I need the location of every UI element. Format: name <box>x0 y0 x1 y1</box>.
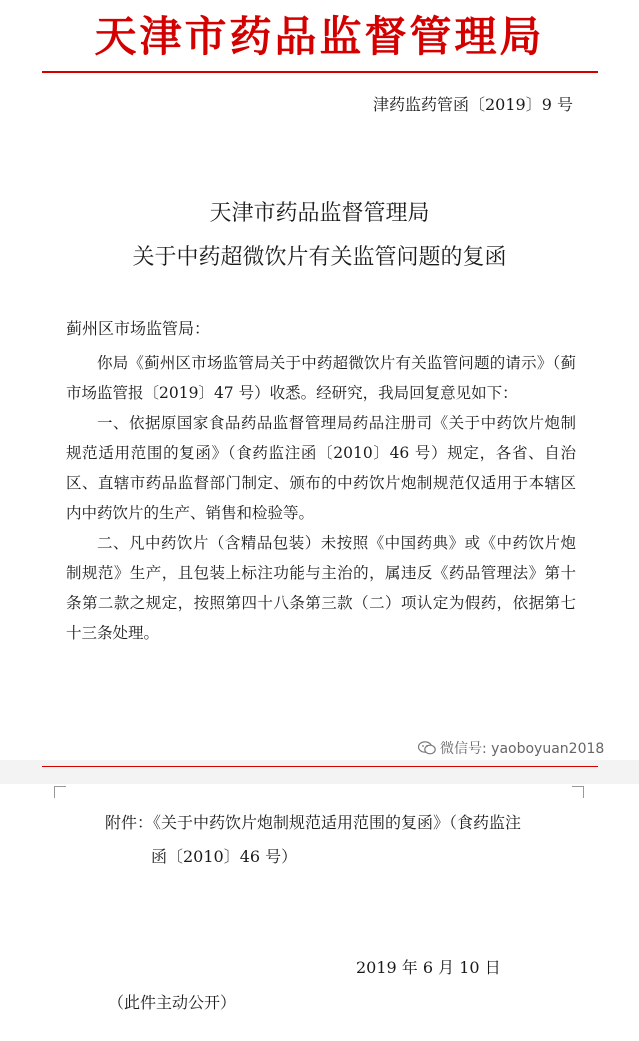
paragraph-intro: 你局《蓟州区市场监管局关于中药超微饮片有关监管问题的请示》（蓟市场监管报〔2019〕47 号）收悉。经研究，我局回复意见如下： <box>66 354 576 402</box>
crop-mark-right <box>572 786 584 798</box>
watermark-text: 微信号: yaoboyuan2018 <box>440 741 605 757</box>
header-red-rule <box>42 71 598 73</box>
paragraph-two: 二、凡中药饮片（含精品包装）未按照《中国药典》或《中药饮片炮制规范》生产，且包装上标注功能与主治的，属违反《药品管理法》第十条第二款之规定，按照第四十八条第三款（二）项认定为假药，依据第七十三条处理。 <box>66 534 576 642</box>
paragraph-one: 一、依据原国家食品药品监督管理局药品注册司《关于中药饮片炮制规范适用范围的复函》（食药监注函〔2010〕46 号）规定，各省、自治区、直辖市药品监督部门制定、颁布的中药饮片炮制规范仅适用于本辖区内中药饮片的生产、销售和检验等。 <box>66 414 576 522</box>
addressee: 蓟州区市场监管局： <box>66 319 211 338</box>
body-paragraphs <box>66 348 576 648</box>
page-break-gap <box>0 760 639 784</box>
crop-mark-left <box>54 786 66 798</box>
title-line-1: 天津市药品监督管理局 <box>209 201 430 226</box>
wechat-icon <box>418 741 436 755</box>
wechat-watermark <box>418 738 604 758</box>
attachment-line-2: 函〔2010〕46 号） <box>151 847 298 866</box>
issue-date: 2019 年 6 月 10 日 <box>356 958 501 977</box>
document-number: 津药监药管函〔2019〕9 号 <box>373 95 573 114</box>
title-line-2: 关于中药超微饮片有关监管问题的复函 <box>132 245 507 270</box>
footer-red-rule-bottom <box>42 766 598 767</box>
attachment-line-1: 附件：《关于中药饮片炮制规范适用范围的复函》（食药监注 <box>105 813 522 832</box>
disclosure-note: （此件主动公开） <box>108 993 237 1012</box>
attachment-note <box>105 806 585 874</box>
agency-name-header: 天津市药品监督管理局 <box>94 12 545 61</box>
